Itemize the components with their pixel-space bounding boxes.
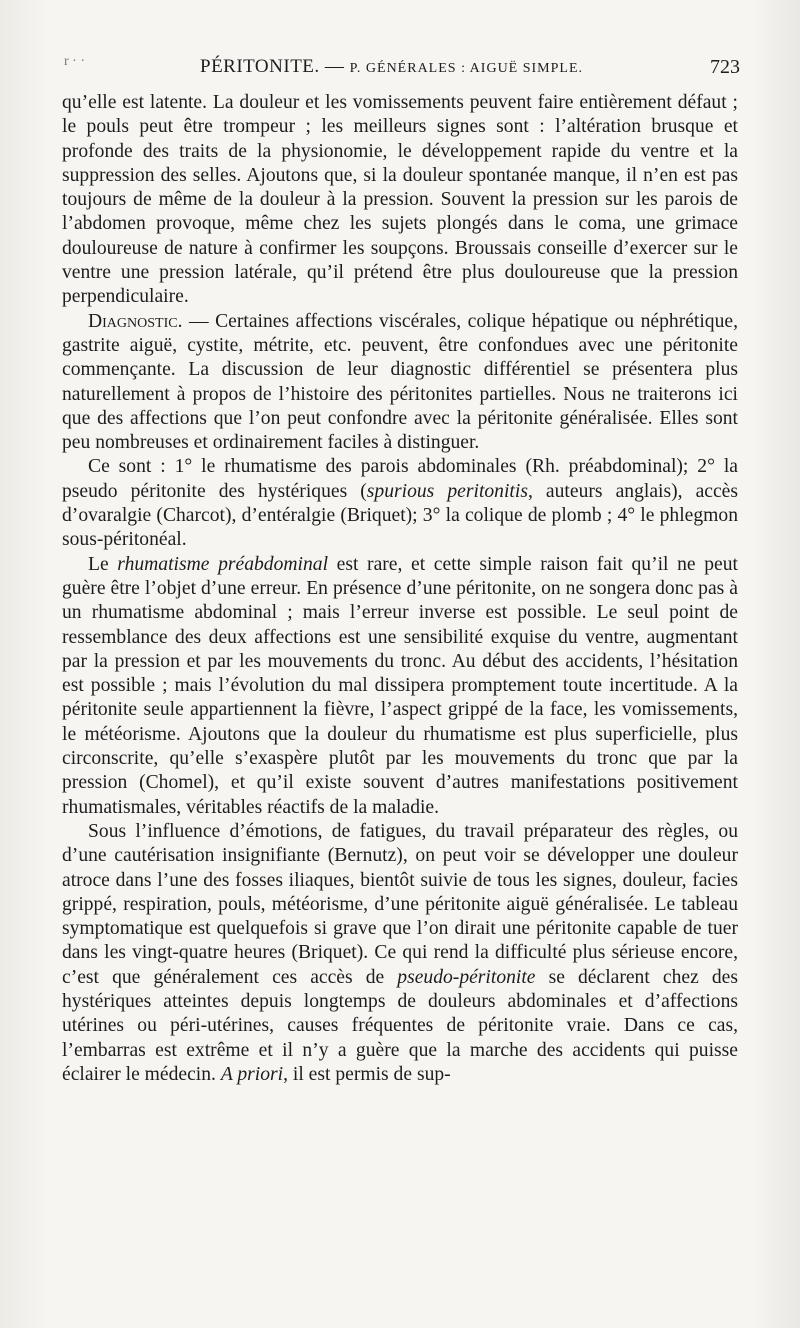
margin-mark: r · ·	[64, 54, 85, 69]
paragraph-pseudo-text-1: Sous l’influence d’émotions, de fatigues, du travail préparateur des règles, ou d’une cautérisation insignifiante (Bernutz), on peut voir se développer une douleur atroce dans l’une des fosses iliaques, bientôt suivie de tous les signes, douleur, facies grippé, respiration, pouls, météorisme, d’une péritonite aiguë généralisée. Le tableau symptomatique est quelquefois si grave que l’on dirait une péritonite capable de tuer dans les vingt-quatre heures (Briquet). Ce qui rend la difficulté plus sérieuse encore, c’est que généralement ces accès de	[62, 820, 738, 988]
italic-term: A priori	[220, 1063, 284, 1085]
paragraph-rhumatisme-text-1: Le	[88, 553, 118, 575]
paragraph-rhumatisme-text-2: est rare, et cette simple raison fait qu’il ne peut guère être l’objet d’une erreur. En présence d’une péritonite, on ne songera donc pas à un rhumatisme abdominal ; mais l’erreur inverse est possible. Le seul point de ressemblance des deux affections est une sensibilité exquise du ventre, augmentant par la pression et par les mouvements du tronc. Au début des accidents, l’hésitation est possible ; mais l’évolution du mal dissipera promptement toute incertitude. A la péritonite seule appartiennent la fièvre, l’aspect grippé de la face, les vomissements, le météorisme. Ajoutons que la douleur du rhumatisme est plus superficielle, plus circonscrite, qu’elle s’exaspère plutôt par les mouvements du tronc que par la pression (Chomel), et qu’il existe souvent d’autres manifestations positivement rhumatismales, véritables réactifs de la maladie.	[62, 553, 738, 818]
italic-term: spurious peritonitis	[366, 480, 528, 502]
paragraph-rhumatisme	[62, 553, 738, 820]
paragraph-list-text-1: Ce sont : 1° le rhumatisme des parois abdominales (Rh. préabdominal); 2° la pseudo péritonite des hystériques (	[62, 456, 738, 502]
running-title	[200, 56, 583, 78]
paragraph-list	[62, 455, 738, 552]
paragraph-pseudo-text-3: , il est permis de sup-	[283, 1063, 451, 1085]
running-title-main: PÉRITONITE.	[200, 56, 320, 77]
page-number: 723	[710, 56, 740, 78]
italic-term: pseudo-péritonite	[397, 966, 536, 988]
page-body	[62, 91, 738, 1087]
paragraph-1: qu’elle est latente. La douleur et les vomissements peuvent faire entièrement défaut ; le pouls peut être trompeur ; les meilleurs signes sont : l’altération brusque et profonde des traits de la physionomie, le développement rapide du ventre et la suppression des selles. Ajoutons que, si la douleur spontanée manque, il n’en est pas toujours de même de la douleur à la pression. Souvent la pression sur les parois de l’abdomen provoque, même chez les sujets plongés dans le coma, une grimace douloureuse de nature à confirmer les soupçons. Broussais conseille d’exercer sur le ventre une pression latérale, qu’il prétend être plus douloureuse que la pression perpendiculaire.	[62, 92, 738, 308]
paragraph-diagnostic	[62, 310, 738, 456]
running-title-dash: —	[319, 56, 350, 77]
section-label-diagnostic: Diagnostic.	[88, 310, 183, 332]
running-header	[64, 56, 740, 86]
paragraph-diagnostic-text: — Certaines affections viscérales, colique hépatique ou néphrétique, gastrite aiguë, cystite, métrite, etc. peuvent, être confondues avec une péritonite commençante. La discussion de leur diagnostic différentiel se présentera plus naturellement à propos de l’histoire des péritonites partielles. Nous ne traiterons ici que des affections que l’on peut confondre avec la péritonite généralisée. Elles sont peu nombreuses et ordinairement faciles à distinguer.	[62, 310, 738, 454]
running-title-sub: P. GÉNÉRALES : AIGUË SIMPLE.	[349, 61, 584, 76]
paragraph-pseudo-text-2: se déclarent chez des hystériques atteintes depuis longtemps de douleurs abdominales et d’affections utérines ou péri-utérines, causes fréquentes de péritonite vraie. Dans ce cas, l’embarras est extrême et il n’y a guère que la marche des accidents qui puisse éclairer le médecin.	[62, 966, 738, 1085]
italic-term: rhumatisme préabdominal	[117, 553, 329, 575]
paragraph-list-text-2: , auteurs anglais), accès d’ovaralgie (Charcot), d’entéralgie (Briquet); 3° la colique de plomb ; 4° le phlegmon sous-péritonéal.	[62, 480, 739, 551]
paragraph-pseudo-peritonite	[62, 820, 738, 1087]
